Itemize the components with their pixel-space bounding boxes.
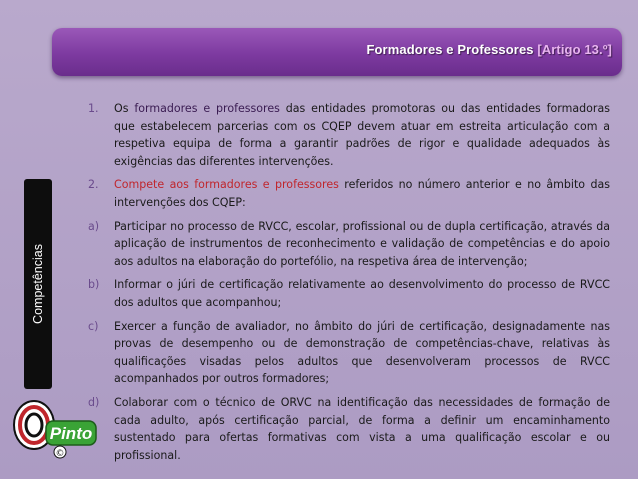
- item-number: 1.: [88, 102, 99, 115]
- item-text: Exercer a função de avaliador, no âmbito do júri de certificação, designadamente nas provas de desempenho ou de demonstração de competências-chave, relativas às qualificações visadas pelos adultos que desenvolveram processos de RVCC acompanhados por outros formadores;: [114, 319, 610, 386]
- title-banner: [52, 28, 622, 76]
- list-item-1: [88, 100, 610, 170]
- logo-text: Pinto: [49, 424, 93, 443]
- item-highlight: Compete aos formadores e professores: [114, 178, 339, 192]
- title-text: Formadores e Professores: [366, 42, 534, 57]
- page-title: [366, 42, 612, 57]
- list-item-c: [88, 318, 610, 388]
- article-tag: [Artigo 13.º]: [537, 42, 612, 57]
- item-number: c): [88, 319, 99, 333]
- item-highlight: formadores e professores: [134, 102, 280, 115]
- list-item-2: [88, 176, 610, 211]
- list-item-a: [88, 218, 610, 271]
- item-number: 2.: [88, 178, 99, 192]
- item-text: das entidades promotoras ou das entidades formadoras que estabelecem parcerias com os CQEP devem atuar em estreita articulação com a respetiva equipa de forma a garantir padrões de rigor e qualidade adequados às exigências das diferentes intervenções.: [114, 102, 610, 168]
- item-number: b): [88, 278, 100, 292]
- sidebar-label-box: [24, 179, 52, 389]
- item-text: Colaborar com o técnico de ORVC na identificação das necessidades de formação de cada adulto, após certificação parcial, de forma a definir um encaminhamento sustentado para ofertas formativas com vista a uma qualificação escolar e ou profissional.: [114, 395, 610, 462]
- item-number: a): [88, 219, 100, 233]
- sidebar-label: Competências: [31, 244, 45, 324]
- list-item-d: [88, 394, 610, 464]
- list-item-b: [88, 276, 610, 311]
- article-content: [88, 100, 610, 470]
- item-number: d): [88, 395, 100, 409]
- item-text: Participar no processo de RVCC, escolar, profissional ou de dupla certificação, através da aplicação de instrumentos de reconhecimento e validação de competências e do apoio aos adultos na elaboração do portefólio, na respetiva área de intervenção;: [114, 219, 610, 268]
- item-text: referidos no número anterior e no âmbito das intervenções dos CQEP:: [114, 178, 610, 209]
- item-text: Informar o júri de certificação relativamente ao desenvolvimento do processo de RVCC dos adultos que acompanhou;: [114, 278, 610, 309]
- item-prefix: Os: [114, 102, 135, 115]
- copyright-symbol: ©: [55, 449, 65, 459]
